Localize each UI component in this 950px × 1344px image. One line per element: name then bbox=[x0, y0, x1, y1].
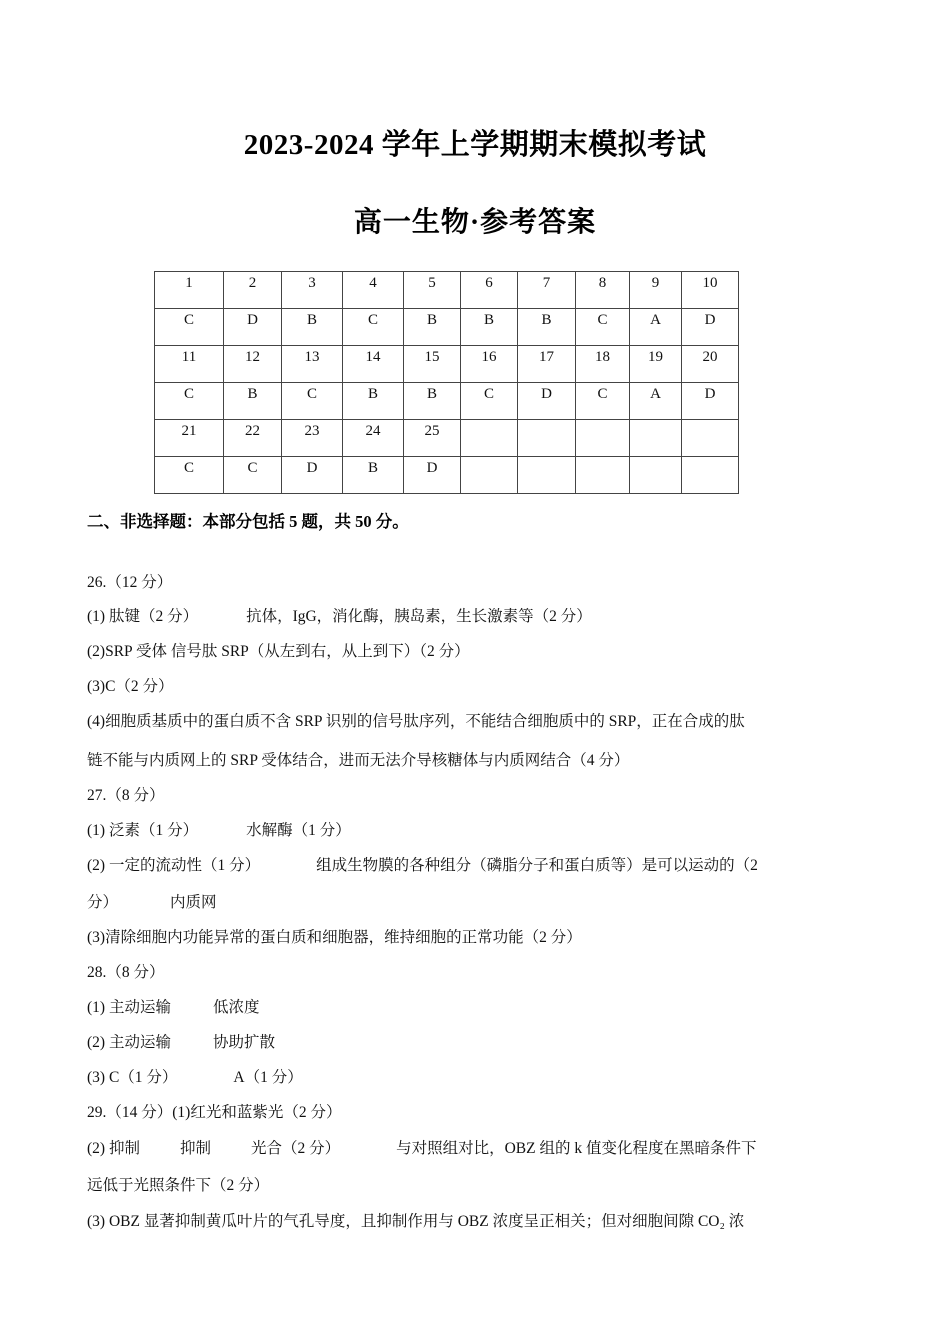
question-number-cell bbox=[682, 420, 739, 457]
question-number-cell: 3 bbox=[282, 272, 343, 309]
q28-part2-a: (2) 主动运输 bbox=[87, 1034, 171, 1051]
question-number-cell: 4 bbox=[343, 272, 404, 309]
q27-part1 bbox=[87, 818, 351, 840]
q26-part2: (2)SRP 受体 信号肽 SRP（从左到右，从上到下）（2 分） bbox=[87, 643, 470, 660]
question-number-row bbox=[155, 346, 739, 383]
q29-part2-line1 bbox=[87, 1136, 757, 1158]
q26-part1 bbox=[87, 604, 592, 626]
q27-part2-a: (2) 一定的流动性（1 分） bbox=[87, 857, 261, 874]
question-number-cell bbox=[576, 420, 630, 457]
question-number-cell: 8 bbox=[576, 272, 630, 309]
q26-part4-line2: 链不能与内质网上的 SRP 受体结合，进而无法介导核糖体与内质网结合（4 分） bbox=[87, 752, 630, 769]
q27-part2-line1 bbox=[87, 853, 758, 875]
answer-cell: B bbox=[518, 309, 576, 346]
question-number-cell: 9 bbox=[630, 272, 682, 309]
q29-part2-c: 光合（2 分） bbox=[250, 1140, 341, 1157]
question-number-cell bbox=[518, 420, 576, 457]
q27-part2-c: 分） bbox=[87, 894, 119, 911]
question-number-cell: 16 bbox=[461, 346, 518, 383]
question-number-cell: 5 bbox=[404, 272, 461, 309]
q28-part1-a: (1) 主动运输 bbox=[87, 999, 171, 1016]
answer-cell: B bbox=[404, 383, 461, 420]
answer-cell bbox=[630, 457, 682, 494]
answer-cell bbox=[576, 457, 630, 494]
q28-part3-b: A（1 分） bbox=[233, 1069, 303, 1086]
question-number-cell bbox=[461, 420, 518, 457]
q28-part1-b: 低浓度 bbox=[212, 999, 260, 1016]
q26-part3: (3)C（2 分） bbox=[87, 678, 174, 695]
answer-cell: B bbox=[461, 309, 518, 346]
answer-cell: D bbox=[518, 383, 576, 420]
question-number-cell: 6 bbox=[461, 272, 518, 309]
question-number-cell: 14 bbox=[343, 346, 404, 383]
q29-part2-line2: 远低于光照条件下（2 分） bbox=[87, 1177, 270, 1194]
answer-cell: C bbox=[576, 309, 630, 346]
question-number-cell: 22 bbox=[224, 420, 282, 457]
question-number-row bbox=[155, 420, 739, 457]
question-number-cell: 21 bbox=[155, 420, 224, 457]
q27-part1-b: 水解酶（1 分） bbox=[246, 822, 351, 839]
answer-cell: C bbox=[282, 383, 343, 420]
question-number-cell: 10 bbox=[682, 272, 739, 309]
question-number-cell: 11 bbox=[155, 346, 224, 383]
question-number-cell: 24 bbox=[343, 420, 404, 457]
answer-cell: D bbox=[682, 383, 739, 420]
question-number-cell: 7 bbox=[518, 272, 576, 309]
q29-part3: (3) OBZ 显著抑制黄瓜叶片的气孔导度，且抑制作用与 OBZ 浓度呈正相关；但对细胞间隙 CO₂ 浓 bbox=[87, 1213, 745, 1230]
answer-cell: D bbox=[682, 309, 739, 346]
question-number-cell: 19 bbox=[630, 346, 682, 383]
q26-part1-b: 抗体，IgG，消化酶，胰岛素，生长激素等（2 分） bbox=[246, 608, 592, 625]
q27-part2-d: 内质网 bbox=[170, 894, 217, 911]
q28-part2-b: 协助扩散 bbox=[212, 1034, 275, 1051]
answer-row bbox=[155, 383, 739, 420]
answer-cell: B bbox=[343, 383, 404, 420]
q28-part2 bbox=[87, 1030, 275, 1052]
answer-cell: B bbox=[343, 457, 404, 494]
answer-cell: C bbox=[343, 309, 404, 346]
question-number-row bbox=[155, 272, 739, 309]
answer-cell bbox=[518, 457, 576, 494]
answer-cell: D bbox=[404, 457, 461, 494]
q29-header: 29.（14 分）(1)红光和蓝紫光（2 分） bbox=[87, 1104, 342, 1121]
answer-row bbox=[155, 457, 739, 494]
q28-header: 28.（8 分） bbox=[87, 964, 165, 981]
q29-part2-d: 与对照组对比，OBZ 组的 k 值变化程度在黑暗条件下 bbox=[396, 1140, 757, 1157]
q27-part2-b: 组成生物膜的各种组分（磷脂分子和蛋白质等）是可以运动的（2 bbox=[316, 857, 758, 874]
answer-cell bbox=[461, 457, 518, 494]
q27-part3: (3)清除细胞内功能异常的蛋白质和细胞器，维持细胞的正常功能（2 分） bbox=[87, 929, 582, 946]
answer-cell: C bbox=[224, 457, 282, 494]
answer-cell: B bbox=[404, 309, 461, 346]
q28-part3 bbox=[87, 1065, 303, 1087]
question-number-cell: 12 bbox=[224, 346, 282, 383]
answer-cell: C bbox=[155, 457, 224, 494]
answer-cell: A bbox=[630, 309, 682, 346]
answer-cell bbox=[682, 457, 739, 494]
exam-subtitle: 高一生物·参考答案 bbox=[353, 207, 597, 238]
answer-table bbox=[154, 271, 739, 494]
question-number-cell: 2 bbox=[224, 272, 282, 309]
exam-title: 2023-2024 学年上学期期末模拟考试 bbox=[243, 129, 707, 161]
question-number-cell: 13 bbox=[282, 346, 343, 383]
q29-part2-a: (2) 抑制 bbox=[87, 1140, 140, 1157]
q29-part2-b: 抑制 bbox=[179, 1140, 211, 1157]
question-number-cell bbox=[630, 420, 682, 457]
q28-part1 bbox=[87, 995, 259, 1017]
q27-part1-a: (1) 泛素（1 分） bbox=[87, 822, 199, 839]
q27-header: 27.（8 分） bbox=[87, 787, 165, 804]
question-number-cell: 18 bbox=[576, 346, 630, 383]
answer-cell: B bbox=[224, 383, 282, 420]
question-number-cell: 23 bbox=[282, 420, 343, 457]
q26-header: 26.（12 分） bbox=[87, 574, 173, 591]
question-number-cell: 25 bbox=[404, 420, 461, 457]
question-number-cell: 17 bbox=[518, 346, 576, 383]
question-number-cell: 20 bbox=[682, 346, 739, 383]
q26-part4-line1: (4)细胞质基质中的蛋白质不含 SRP 识别的信号肽序列，不能结合细胞质中的 SRP，正在合成的肽 bbox=[87, 713, 745, 730]
q28-part3-a: (3) C（1 分） bbox=[87, 1069, 178, 1086]
answer-cell: A bbox=[630, 383, 682, 420]
answer-cell: C bbox=[576, 383, 630, 420]
question-number-cell: 1 bbox=[155, 272, 224, 309]
answer-cell: D bbox=[224, 309, 282, 346]
answer-cell: C bbox=[461, 383, 518, 420]
q26-part1-a: (1) 肽键（2 分） bbox=[87, 608, 199, 625]
section-heading: 二、非选择题：本部分包括 5 题，共 50 分。 bbox=[87, 512, 409, 531]
answer-row bbox=[155, 309, 739, 346]
q27-part2-line2 bbox=[87, 890, 217, 912]
answer-cell: D bbox=[282, 457, 343, 494]
answer-cell: C bbox=[155, 383, 224, 420]
answer-cell: C bbox=[155, 309, 224, 346]
answer-cell: B bbox=[282, 309, 343, 346]
question-number-cell: 15 bbox=[404, 346, 461, 383]
